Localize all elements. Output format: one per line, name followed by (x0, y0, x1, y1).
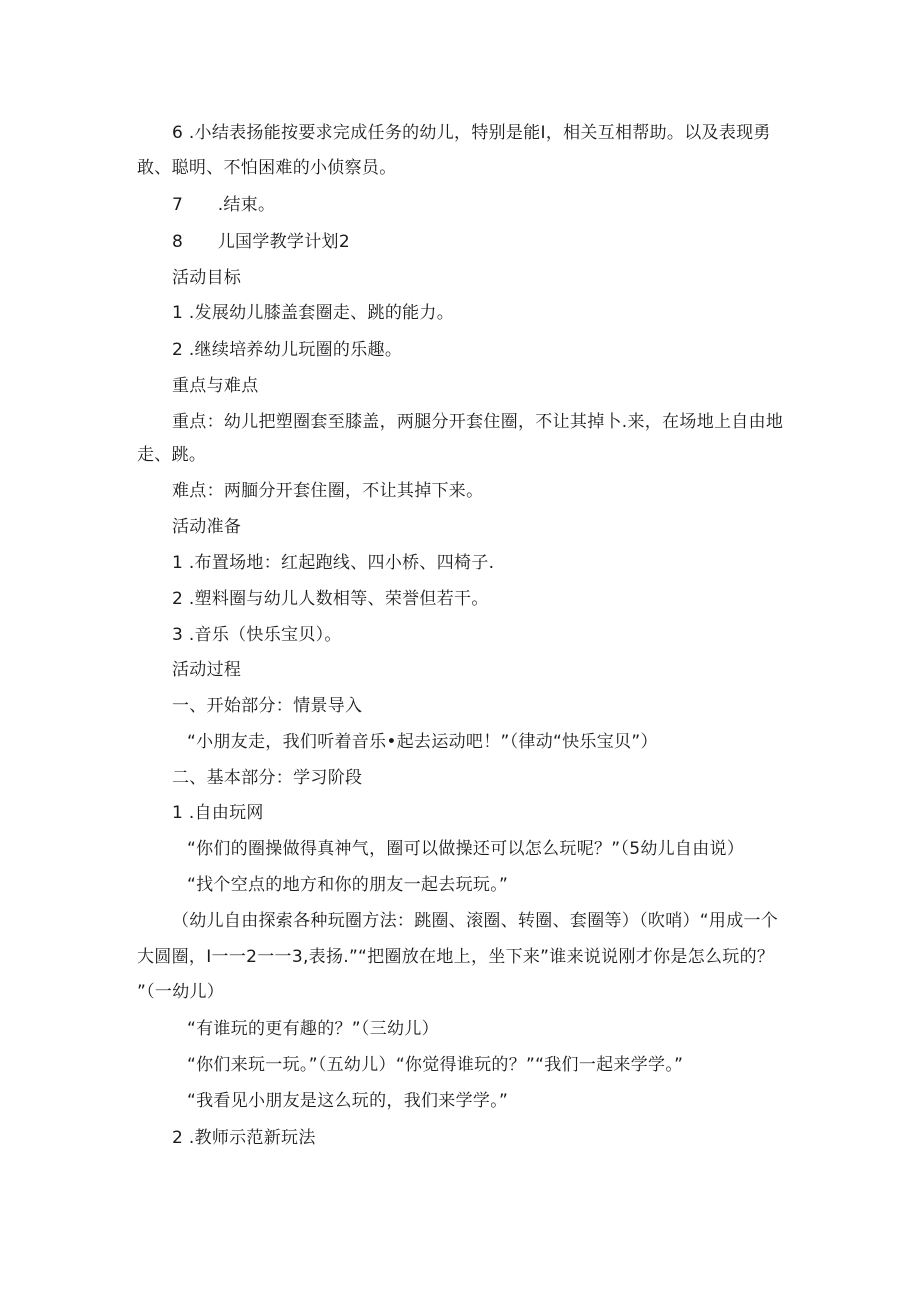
text-line: 7 .结束。 (172, 195, 276, 215)
text-line: 重点：幼儿把塑圈套至膝盖，两腿分开套住圈，不让其掉卜.来，在场地上自由地 (172, 412, 784, 432)
text-line: “小朋友走，我们听着音乐•起去运动吧！”（律动“快乐宝贝”） (187, 732, 658, 752)
text-line: 敢、聪明、不怕困难的小侦察员。 (137, 158, 397, 178)
text-line: “我看见小朋友是这么玩的，我们来学学。” (187, 1091, 509, 1111)
text-line: “有谁玩的更有趣的？”（三幼儿） (187, 1019, 439, 1039)
text-line: 二、基本部分：学习阶段 (172, 768, 363, 788)
text-line: “你们的圈操做得真神气，圈可以做操还可以怎么玩呢？”（5幼儿自由说） (187, 839, 745, 859)
text-line: 2 .教师示范新玩法 (172, 1128, 316, 1148)
text-line: 1 .布置场地：红起跑线、四小桥、四椅子. (172, 553, 495, 573)
text-line: “你们来玩一玩。”（五幼儿）“你觉得谁玩的？”“我们一起来学学。” (187, 1055, 684, 1075)
text-line: （幼儿自由探索各种玩圈方法：跳圈、滚圈、转圈、套圈等）（吹哨）“用成一个 (172, 911, 779, 931)
text-line: 8 儿国学教学计划2 (172, 232, 350, 252)
section-heading: 活动过程 (172, 660, 242, 680)
text-line: 6 .小结表扬能按要求完成任务的幼儿，特别是能I，相关互相帮助。以及表现勇 (172, 123, 771, 143)
section-heading: 重点与难点 (172, 376, 259, 396)
section-heading: 活动准备 (172, 517, 242, 537)
text-line: 1 .自由玩网 (172, 803, 264, 823)
section-heading: 活动目标 (172, 268, 242, 288)
text-line: “找个空点的地方和你的朋友一起去玩玩。” (187, 875, 509, 895)
text-line: 3 .音乐（快乐宝贝）。 (172, 625, 342, 645)
text-line: 难点：两腼分开套住圈，不让其掉下来。 (172, 481, 484, 501)
text-line: 走、跳。 (137, 445, 207, 465)
text-line: 一、开始部分：情景导入 (172, 696, 363, 716)
text-line: 2 .继续培养幼儿玩圈的乐趣。 (172, 340, 403, 360)
text-line: 2 .塑料圈与幼儿人数相等、荣誉但若干。 (172, 589, 489, 609)
text-line: 大圆圈，I一一2一一3,表扬.”“把圈放在地上，坐下来”谁来说说刚才你是怎么玩的？ (137, 947, 775, 967)
text-line: 1 .发展幼儿膝盖套圈走、跳的能力。 (172, 303, 455, 323)
text-line: ”（一幼儿） (137, 982, 225, 1002)
